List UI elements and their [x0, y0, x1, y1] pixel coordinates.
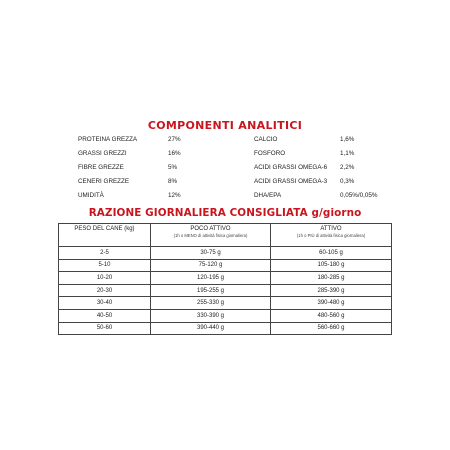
component-label: FIBRE GREZZE: [78, 164, 124, 171]
daily-ration-title: RAZIONE GIORNALIERA CONSIGLIATA g/giorno: [88, 207, 362, 219]
analytical-components-grid: [78, 136, 378, 203]
component-label: CENERI GREZZE: [78, 178, 130, 185]
low-activity-cell: 255-330 g: [151, 297, 271, 310]
weight-cell: 40-50: [59, 309, 151, 322]
active-cell: 60-105 g: [271, 247, 392, 260]
low-activity-cell: 390-440 g: [151, 322, 271, 335]
header-active-note: (1h o PIÙ di attività fisica giornaliera): [296, 233, 366, 238]
component-value: 0,05%/0,05%: [340, 192, 378, 199]
weight-cell: 2-5: [59, 247, 151, 260]
component-label: GRASSI GREZZI: [78, 150, 127, 157]
active-cell: 560-660 g: [271, 322, 392, 335]
component-label: ACIDI GRASSI OMEGA-6: [254, 164, 328, 171]
low-activity-cell: 120-195 g: [151, 272, 271, 285]
table-row: [59, 284, 392, 297]
active-cell: 285-390 g: [271, 284, 392, 297]
component-value: 1,1%: [340, 150, 355, 157]
component-label: UMIDITÀ: [78, 192, 104, 199]
active-cell: 480-560 g: [271, 309, 392, 322]
analytical-components-title: COMPONENTI ANALITICI: [147, 119, 303, 132]
weight-cell: 5-10: [59, 259, 151, 272]
weight-cell: 20-30: [59, 284, 151, 297]
table-row: [59, 259, 392, 272]
daily-ration-table-wrap: [58, 223, 391, 335]
weight-cell: 50-60: [59, 322, 151, 335]
component-label: FOSFORO: [254, 150, 286, 157]
table-row: [59, 247, 392, 260]
component-value: 5%: [168, 164, 178, 171]
active-cell: 105-180 g: [271, 259, 392, 272]
header-dog-weight-label: PESO DEL CANE (kg): [74, 226, 135, 232]
component-value: 16%: [168, 150, 181, 157]
low-activity-cell: 330-390 g: [151, 309, 271, 322]
component-label: DHA/EPA: [254, 192, 282, 199]
low-activity-cell: 30-75 g: [151, 247, 271, 260]
header-low-activity: [151, 224, 271, 247]
component-value: 0,3%: [340, 178, 355, 185]
daily-ration-table: [58, 223, 392, 335]
table-row: [59, 272, 392, 285]
low-activity-cell: 195-255 g: [151, 284, 271, 297]
component-label: ACIDI GRASSI OMEGA-3: [254, 178, 328, 185]
low-activity-cell: 75-120 g: [151, 259, 271, 272]
table-row: [59, 309, 392, 322]
table-header-row: [59, 224, 392, 247]
component-value: 8%: [168, 178, 178, 185]
component-value: 1,6%: [340, 136, 355, 143]
header-dog-weight: [59, 224, 151, 247]
header-active-label: ATTIVO: [320, 226, 342, 232]
component-value: 12%: [168, 192, 181, 199]
active-cell: 390-480 g: [271, 297, 392, 310]
weight-cell: 10-20: [59, 272, 151, 285]
component-value: 27%: [168, 136, 181, 143]
component-label: CALCIO: [254, 136, 278, 143]
table-row: [59, 297, 392, 310]
active-cell: 180-285 g: [271, 272, 392, 285]
component-label: PROTEINA GREZZA: [78, 136, 138, 143]
weight-cell: 30-40: [59, 297, 151, 310]
header-low-activity-note: (1h o MENO di attività fisica giornaliera): [173, 233, 248, 238]
header-active: [271, 224, 392, 247]
header-low-activity-label: POCO ATTIVO: [190, 226, 231, 232]
table-row: [59, 322, 392, 335]
component-value: 2,2%: [340, 164, 355, 171]
